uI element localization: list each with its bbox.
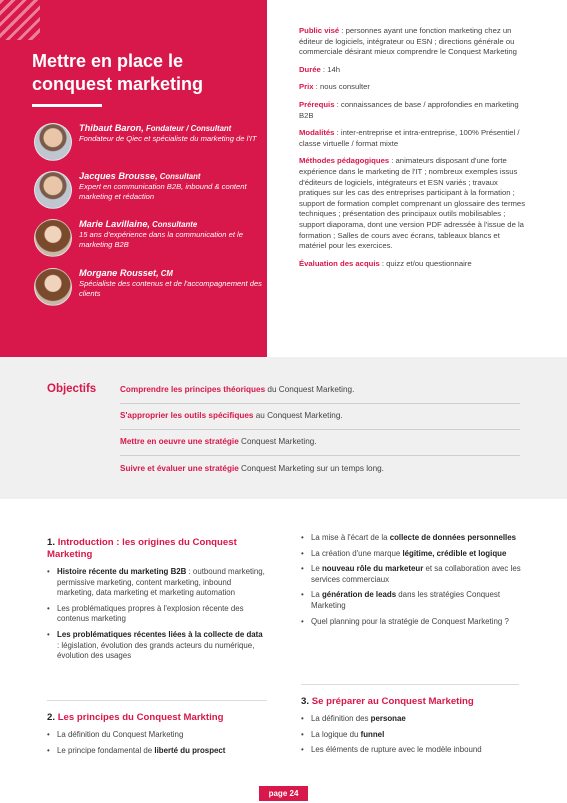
trainer-desc: Expert en communication B2B, inbound & content marketing et rédaction — [79, 182, 247, 201]
info-modalites: Modalités : inter-entreprise et intra-entreprise, 100% Présentiel / classe virtuelle / format mixte — [299, 128, 520, 148]
trainer-role: CM — [160, 269, 173, 278]
info-duree: Durée : 14h — [299, 64, 341, 74]
trainer-card — [34, 219, 259, 265]
objective-item: Suivre et évaluer une stratégie Conquest Marketing sur un temps long. — [120, 464, 384, 473]
trainer-desc: Fondateur de Qiec et spécialiste du marketing de l'IT — [79, 134, 257, 143]
objective-item: Mettre en oeuvre une stratégie Conquest Marketing. — [120, 437, 317, 446]
trainer-role: Consultant — [159, 172, 201, 181]
section-heading: 1. Introduction : les origines du Conquest Marketing — [47, 537, 237, 560]
trainer-name: Thibaut Baron, — [79, 123, 144, 133]
list-item: • La définition des personae — [301, 714, 526, 725]
course-info — [299, 26, 529, 276]
info-public: Public visé : personnes ayant une fonction marketing chez un éditeur de logiciels, intégrateur ou ESN ; directions générale ou commerciale désirant mieux comprendre le Conquest Marketing — [299, 26, 517, 57]
trainer-desc: 15 ans d'expérience dans la communication et le marketing B2B — [79, 230, 243, 249]
list-item: • Les éléments de rupture avec le modèle inbound — [301, 745, 526, 756]
hero-panel — [0, 0, 267, 357]
avatar — [34, 171, 72, 209]
trainer-name: Marie Lavillaine, — [79, 219, 150, 229]
trainer-name: Jacques Brousse, — [79, 171, 158, 181]
trainer-role: Fondateur / Consultant — [145, 124, 232, 133]
trainer-card — [34, 171, 259, 217]
section-heading: 3. Se préparer au Conquest Marketing — [301, 696, 474, 707]
divider — [120, 429, 520, 430]
list-item: • Le principe fondamental de liberté du prospect — [47, 746, 272, 757]
list-item: • Les problématiques récentes liées à la collecte de data : législation, évolution des grands acteurs du numérique, évolution des usages — [47, 630, 267, 662]
objectives-section — [0, 357, 567, 499]
objectives-title: Objectifs — [47, 383, 97, 395]
divider — [120, 403, 520, 404]
list-item: • La génération de leads dans les stratégies Conquest Marketing — [301, 590, 521, 611]
divider — [47, 700, 267, 701]
trainer-desc: Spécialiste des contenus et de l'accompagnement des clients — [79, 279, 262, 298]
info-prix: Prix : nous consulter — [299, 82, 370, 92]
list-item: • La mise à l'écart de la collecte de données personnelles — [301, 533, 521, 544]
list-item: • La logique du funnel — [301, 730, 526, 741]
info-evaluation: Évaluation des acquis : quizz et/ou questionnaire — [299, 258, 472, 268]
program-right-2 — [301, 696, 526, 761]
info-methodes: Méthodes pédagogiques : animateurs disposant d'une forte expérience dans le marketing de l'IT ; nombreux exemples issus d'éditeurs de logiciels, intégrateurs et ESN variés ; travaux pratiques sur les cas des entreprises participant à la formation ; support de formation complet comprenant un glossaire des termes techniques ; présentation des principaux outils mobilisables ; support diaporama, dont une version PDF adressée à l'issue de la formation ; Salles de cours avec écrans, tableaux blancs et matériel pour les exercices. — [299, 156, 526, 251]
avatar — [34, 219, 72, 257]
decorative-stripes — [0, 0, 40, 40]
list-item: • La définition du Conquest Marketing — [47, 730, 272, 741]
program-right — [301, 533, 521, 632]
objective-item: S'approprier les outils spécifiques au Conquest Marketing. — [120, 411, 343, 420]
trainer-card — [34, 123, 259, 169]
list-item: • Histoire récente du marketing B2B : outbound marketing, permissive marketing, content marketing, inbound marketing, data marketing et marketing automation — [47, 567, 267, 599]
title-underline — [32, 104, 102, 107]
page-title: Mettre en place le conquest marketing — [32, 51, 204, 94]
trainer-card — [34, 268, 262, 314]
divider — [301, 684, 519, 685]
info-prerequis: Prérequis : connaissances de base / approfondies en marketing B2B — [299, 99, 519, 120]
list-item: • Les problématiques propres à l'explosion récente des contenus marketing — [47, 604, 267, 625]
list-item: • La création d'une marque légitime, crédible et logique — [301, 549, 521, 560]
section-heading: 2. Les principes du Conquest Markting — [47, 712, 224, 723]
page-number: page 24 — [259, 786, 308, 801]
trainer-role: Consultante — [152, 220, 198, 229]
avatar — [34, 268, 72, 306]
avatar — [34, 123, 72, 161]
list-item: • Le nouveau rôle du marketeur et sa collaboration avec les services commerciaux — [301, 564, 521, 585]
objective-item: Comprendre les principes théoriques du Conquest Marketing. — [120, 385, 355, 394]
program-left-2 — [47, 712, 272, 761]
divider — [120, 455, 520, 456]
list-item: • Quel planning pour la stratégie de Conquest Marketing ? — [301, 617, 521, 628]
trainer-name: Morgane Rousset, — [79, 268, 159, 278]
program-left — [47, 537, 267, 667]
